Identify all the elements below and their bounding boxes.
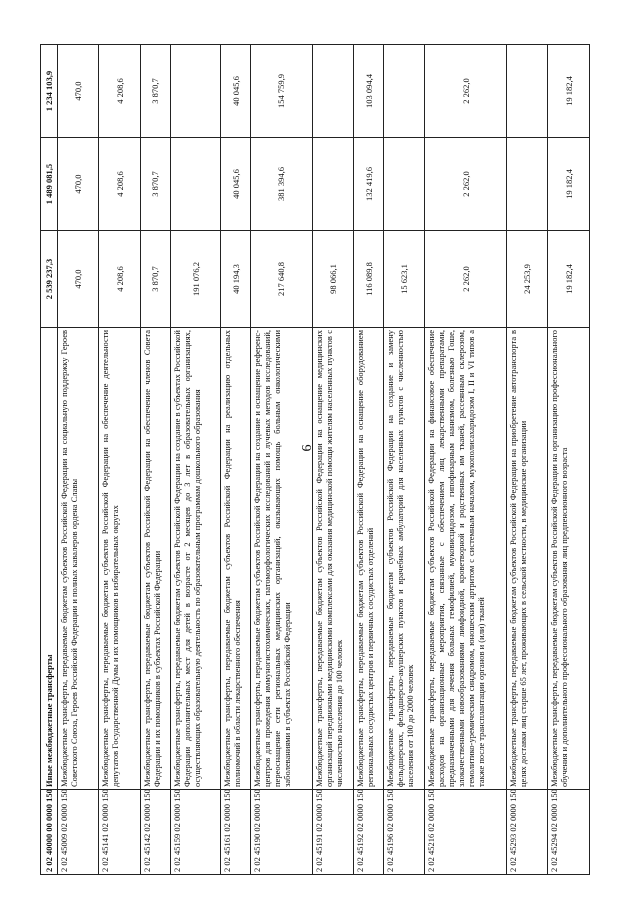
- cell-code: 2 02 45196 02 0000 150: [383, 790, 424, 875]
- cell-value-2: 1 489 081,5: [41, 138, 58, 231]
- cell-value-1: 191 076,2: [170, 231, 221, 328]
- cell-code: 2 02 45216 02 0000 150: [425, 790, 507, 875]
- cell-value-2: [312, 138, 353, 231]
- cell-code: 2 02 45190 02 0000 150: [251, 790, 313, 875]
- cell-value-1: 217 640,8: [251, 231, 313, 328]
- cell-value-2: 381 394,6: [251, 138, 313, 231]
- cell-value-3: 103 094,4: [354, 45, 384, 138]
- cell-value-1: 4 208,6: [99, 231, 140, 328]
- cell-value-3: 4 208,6: [99, 45, 140, 138]
- cell-value-3: [507, 45, 548, 138]
- cell-name: Межбюджетные трансферты, передаваемые бюджетам субъектов Российской Федерации на оснащение оборудованием региональных сосудистых центров и первичных сосудистых отделений: [354, 328, 384, 790]
- budget-table: [40, 44, 590, 875]
- cell-code: 2 02 45192 02 0000 150: [354, 790, 384, 875]
- table-row: [312, 45, 353, 875]
- cell-value-2: [170, 138, 221, 231]
- cell-value-3: 2 262,0: [425, 45, 507, 138]
- cell-value-1: 470,0: [57, 231, 98, 328]
- cell-value-3: [170, 45, 221, 138]
- cell-name: Межбюджетные трансферты, передаваемые бюджетам субъектов Российской Федерации на оснащение медицинских организаций передвижными медицинскими комплексами для оказания медицинской помощи жителям населенных пунктов с численностью населения до 100 человек: [312, 328, 353, 790]
- cell-code: 2 02 45293 02 0000 150: [507, 790, 548, 875]
- cell-code: 2 02 45294 02 0000 150: [548, 790, 590, 875]
- table-row: [221, 45, 251, 875]
- cell-name: Межбюджетные трансферты, передаваемые бюджетам субъектов Российской Федерации на создание и замену фельдшерских, фельдшерско-акушерских пунктов и врачебных амбулаторий для населенных пунктов с численностью населения от 100 до 2000 человек: [383, 328, 424, 790]
- cell-value-3: [383, 45, 424, 138]
- table-row: [383, 45, 424, 875]
- cell-value-2: 132 419,6: [354, 138, 384, 231]
- cell-code: 2 02 45142 02 0000 150: [140, 790, 170, 875]
- cell-name: Межбюджетные трансферты, передаваемые бюджетам субъектов Российской Федерации на обеспечение деятельности депутатов Государственной Думы и их помощников в избирательных округах: [99, 328, 140, 790]
- cell-name: Иные межбюджетные трансферты: [41, 328, 58, 790]
- cell-value-2: [507, 138, 548, 231]
- cell-name: Межбюджетные трансферты, передаваемые бюджетам субъектов Российской Федерации на создание в субъектах Российской Федерации дополнительных мест для детей в возрасте от 2 месяцев до 3 лет в образовательных организациях, осуществляющих образовательную деятельность по образовательным программам дошкольного образования: [170, 328, 221, 790]
- cell-value-2: 2 262,0: [425, 138, 507, 231]
- table-row: [251, 45, 313, 875]
- cell-value-1: 15 623,1: [383, 231, 424, 328]
- cell-code: 2 02 40000 00 0000 150: [41, 790, 58, 875]
- cell-name: Межбюджетные трансферты, передаваемые бюджетам субъектов Российской Федерации на социальную поддержку Героев Советского Союза, Героев Российской Федерации и полных кавалеров ордена Славы: [57, 328, 98, 790]
- cell-name: Межбюджетные трансферты, передаваемые бюджетам субъектов Российской Федерации на финансовое обеспечение расходов на организационные мероприятия, связанные с обеспечением лиц лекарственными препаратами, предназначенными для лечения больных гемофилией, муковисцидозом, гипофизарным нанизмом, болезнью Гоше, злокачественными новообразованиями лимфоидной, кроветворной и родственных им тканей, рассеянным склерозом, гемолитико-уремическим синдромом, юношеским артритом с системным началом, мукополисахаридозом I, II и VI типов а также после трансплантации органов и (или) тканей: [425, 328, 507, 790]
- table-row: [99, 45, 140, 875]
- cell-value-3: 40 045,6: [221, 45, 251, 138]
- cell-value-2: 4 208,6: [99, 138, 140, 231]
- cell-value-3: 154 759,9: [251, 45, 313, 138]
- cell-code: 2 02 45159 02 0000 150: [170, 790, 221, 875]
- cell-value-1: 98 066,1: [312, 231, 353, 328]
- table-row: [170, 45, 221, 875]
- cell-value-3: 470,0: [57, 45, 98, 138]
- cell-code: 2 02 45009 02 0000 150: [57, 790, 98, 875]
- cell-code: 2 02 45191 02 0000 150: [312, 790, 353, 875]
- cell-value-1: 24 253,9: [507, 231, 548, 328]
- cell-name: Межбюджетные трансферты, передаваемые бюджетам субъектов Российской Федерации на приобретение автотранспорта в целях доставки лиц старше 65 лет, проживающих в сельской местности, в медицинские организации: [507, 328, 548, 790]
- table-row-total: [41, 45, 58, 875]
- table-row: [425, 45, 507, 875]
- cell-code: 2 02 45141 02 0000 150: [99, 790, 140, 875]
- table-row: [507, 45, 548, 875]
- cell-value-2: [383, 138, 424, 231]
- cell-value-1: 116 089,8: [354, 231, 384, 328]
- cell-value-2: 470,0: [57, 138, 98, 231]
- cell-name: Межбюджетные трансферты, передаваемые бюджетам субъектов Российской Федерации на реализацию отдельных полномочий в области лекарственного обеспечения: [221, 328, 251, 790]
- cell-name: Межбюджетные трансферты, передаваемые бюджетам субъектов Российской Федерации на создание и оснащение референс-центров для проведения иммуногистохимических, патоморфологических исследований и лучевых методов исследований, переоснащение сети региональных медицинских организаций, оказывающих помощь больным онкологическими заболеваниями в субъектах Российской Федерации: [251, 328, 313, 790]
- cell-value-2: 3 870,7: [140, 138, 170, 231]
- table-row: [354, 45, 384, 875]
- cell-value-2: 19 182,4: [548, 138, 590, 231]
- cell-value-1: 3 870,7: [140, 231, 170, 328]
- cell-value-3: 1 234 103,9: [41, 45, 58, 138]
- cell-name: Межбюджетные трансферты, передаваемые бюджетам субъектов Российской Федерации на организацию профессионального обучения и дополнительного профессионального образования лиц предпенсионного возраста: [548, 328, 590, 790]
- cell-value-3: 3 870,7: [140, 45, 170, 138]
- cell-value-1: 40 194,3: [221, 231, 251, 328]
- table-row: [57, 45, 98, 875]
- cell-name: Межбюджетные трансферты, передаваемые бюджетам субъектов Российской Федерации на обеспечение членов Совета Федерации и их помощников в субъектах Российской Федерации: [140, 328, 170, 790]
- table-row: [548, 45, 590, 875]
- table-row: [140, 45, 170, 875]
- cell-value-1: 2 262,0: [425, 231, 507, 328]
- cell-value-3: [312, 45, 353, 138]
- cell-value-3: 19 182,4: [548, 45, 590, 138]
- cell-value-2: 40 045,6: [221, 138, 251, 231]
- cell-code: 2 02 45161 02 0000 150: [221, 790, 251, 875]
- cell-value-1: 19 182,4: [548, 231, 590, 328]
- rotated-table-container: [40, 45, 590, 875]
- page-number: 6: [300, 444, 315, 452]
- cell-value-1: 2 539 237,3: [41, 231, 58, 328]
